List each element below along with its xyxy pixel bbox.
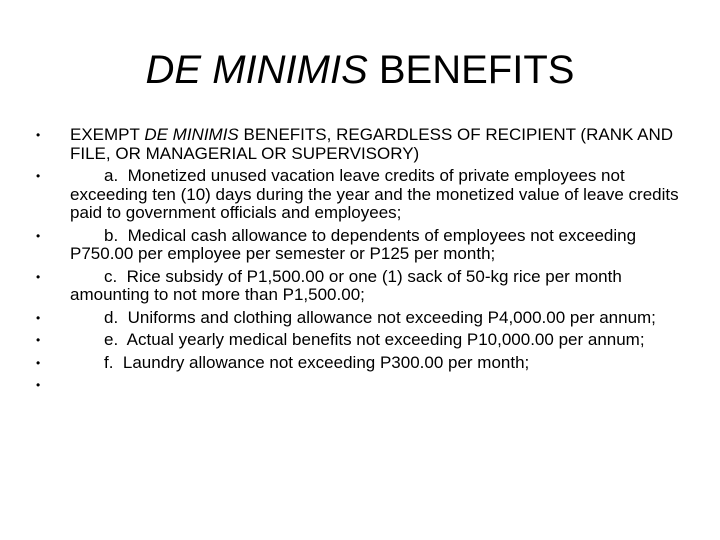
slide-title-italic: DE MINIMIS	[145, 48, 368, 92]
bullet-icon: •	[36, 310, 41, 325]
bullet-icon: •	[36, 228, 41, 243]
bullet-icon: •	[36, 355, 41, 370]
bullet-icon: •	[36, 333, 41, 347]
bullet-item-exempt	[36, 126, 686, 163]
slide-title-rest: BENEFITS	[367, 48, 575, 92]
bullet-item-f	[36, 354, 686, 373]
bullet-icon: •	[36, 269, 41, 284]
bullet-item-c	[36, 268, 686, 305]
bullet-text: b. Medical cash allowance to dependents of employees not exceeding P750.00 per employee per semester or P125 per month;	[70, 225, 641, 263]
bullet-icon: •	[36, 128, 41, 142]
bullet-text: a. Monetized unused vacation leave credits of private employees not exceeding ten (10) days during the year and the monetized value of leave credits paid to government officials and employees;	[70, 166, 684, 222]
bullet-item-a	[36, 167, 686, 223]
bullet-text: e. Actual yearly medical benefits not exceeding P10,000.00 per annum;	[104, 330, 645, 349]
bullet-text: f. Laundry allowance not exceeding P300.00 per month;	[104, 352, 530, 372]
bullet-item-b	[36, 227, 686, 264]
bullet-item-e	[36, 331, 686, 350]
bullet-list	[36, 126, 686, 399]
bullet-text-pre: EXEMPT	[70, 125, 145, 144]
bullet-text-italic: DE MINIMIS	[144, 125, 239, 144]
bullet-item-d	[36, 309, 686, 328]
bullet-text: c. Rice subsidy of P1,500.00 or one (1) sack of 50-kg rice per month amounting to not more than P1,500.00;	[70, 266, 627, 304]
bullet-item-empty	[36, 376, 686, 395]
bullet-icon: •	[36, 169, 41, 183]
bullet-text: d. Uniforms and clothing allowance not exceeding P4,000.00 per annum;	[104, 307, 656, 327]
bullet-text-post: BENEFITS, REGARDLESS OF RECIPIENT (RANK AND FILE, OR MANAGERIAL OR SUPERVISORY)	[70, 125, 673, 163]
bullet-icon: •	[36, 378, 41, 392]
slide-title	[0, 44, 720, 96]
